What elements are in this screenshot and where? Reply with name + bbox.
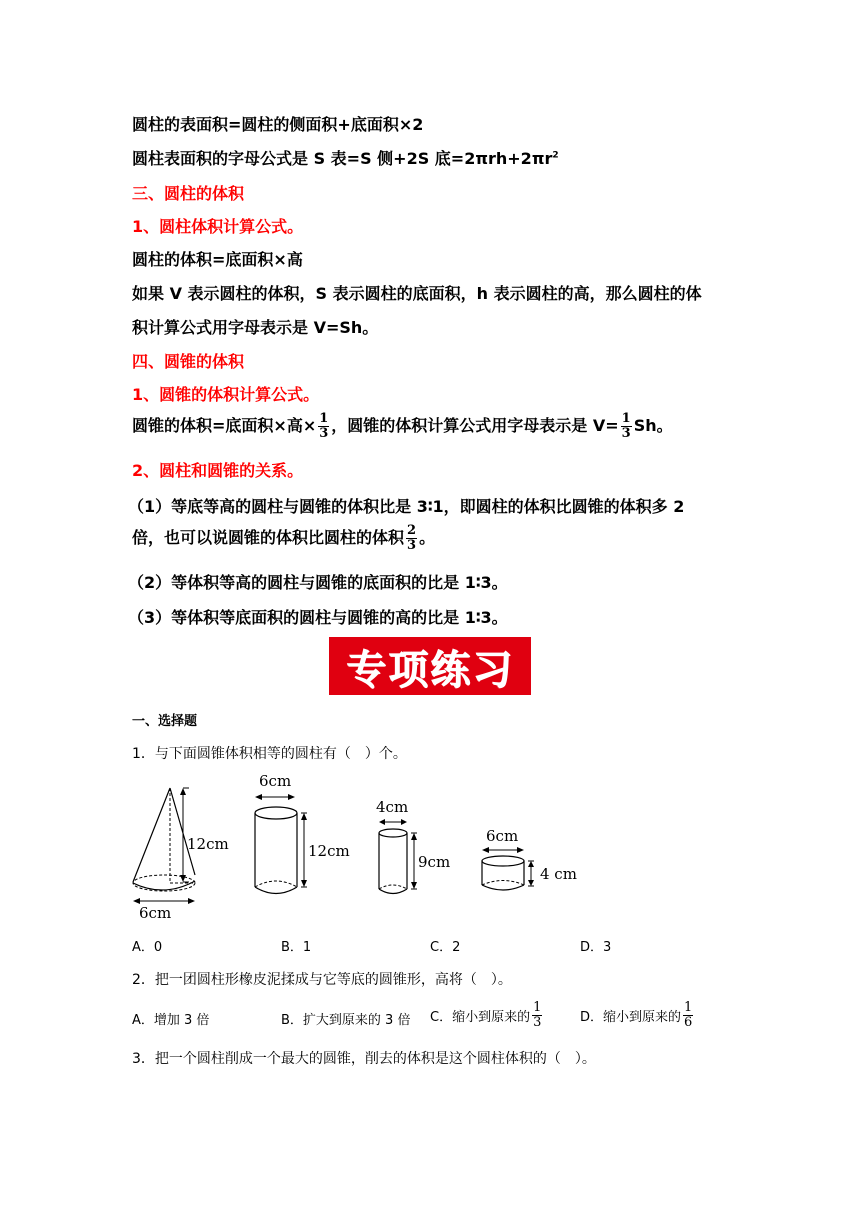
cylinder-3-top-label: 6cm [486, 827, 519, 845]
fraction: $\frac{2}{3}$ [407, 523, 417, 553]
q2-option-b[interactable]: B．扩大到原来的 3 倍 [281, 1013, 411, 1028]
cone-volume-formula [132, 412, 673, 441]
formula-text: 圆锥的体积=底面积×高× [132, 416, 317, 435]
option-text: D．缩小到原来的 [580, 1010, 682, 1025]
q2-option-c[interactable] [430, 1001, 544, 1030]
cylinder-3-height-label: 4 cm [540, 865, 577, 883]
cylinder-volume-desc-2: 积计算公式用字母表示是 V=Sh。 [132, 318, 379, 337]
choice-questions-heading: 一、选择题 [132, 714, 198, 729]
cylinder-volume-desc-1: 如果 V 表示圆柱的体积，S 表示圆柱的底面积，h 表示圆柱的高，那么圆柱的体 [132, 284, 702, 303]
cylinder-3-figure [482, 827, 577, 890]
cone-base-label: 6cm [139, 904, 172, 922]
option-text: C．缩小到原来的 [430, 1010, 531, 1025]
q1-option-b[interactable]: B．1 [281, 940, 312, 955]
q1-option-a[interactable]: A．0 [132, 940, 163, 955]
relation-3: （3）等体积等底面积的圆柱与圆锥的高的比是 1∶3。 [128, 608, 508, 627]
q2-option-d[interactable] [580, 1001, 695, 1030]
cylinder-1-height-label: 12cm [308, 842, 350, 860]
q1-option-d[interactable]: D．3 [580, 940, 612, 955]
exponent: 2 [552, 150, 559, 161]
cylinder-surface-formula [132, 146, 559, 169]
relation-1-line-1: （1）等底等高的圆柱与圆锥的体积比是 3∶1，即圆柱的体积比圆锥的体积多 2 [128, 497, 685, 516]
relation-text: 。 [419, 528, 436, 547]
cone-figure [133, 788, 229, 922]
formula-text: Sh。 [633, 416, 673, 435]
section-4-subheading: 1、圆锥的体积计算公式。 [132, 385, 320, 404]
relation-2: （2）等体积等高的圆柱与圆锥的底面积的比是 1∶3。 [128, 573, 508, 592]
cylinder-surface-area-text: 圆柱的表面积=圆柱的侧面积+底面积×2 [132, 115, 424, 134]
section-3-heading: 三、圆柱的体积 [132, 184, 245, 203]
q2-option-a[interactable]: A．增加 3 倍 [132, 1013, 210, 1028]
cylinder-2-figure [376, 798, 450, 894]
cylinder-2-top-label: 4cm [376, 798, 409, 816]
fraction: $\frac{1}{6}$ [684, 1000, 693, 1030]
practice-banner: 专项练习 [329, 637, 531, 695]
relation-text: 倍，也可以说圆锥的体积比圆柱的体积 [132, 528, 405, 547]
formula-text: 圆柱表面积的字母公式是 S 表=S 侧+2S 底=2πrh+2πr [132, 149, 553, 168]
section-4-heading: 四、圆锥的体积 [132, 352, 245, 371]
cone-height-label: 12cm [187, 835, 229, 853]
question-1: 1．与下面圆锥体积相等的圆柱有（ ）个。 [132, 746, 407, 762]
relation-subheading: 2、圆柱和圆锥的关系。 [132, 461, 304, 480]
question-1-figure [125, 770, 595, 925]
formula-text: ，圆锥的体积计算公式用字母表示是 V= [331, 416, 619, 435]
fraction: $\frac{1}{3}$ [319, 411, 329, 441]
relation-1-line-2 [132, 524, 435, 553]
section-3-subheading: 1、圆柱体积计算公式。 [132, 217, 304, 236]
q1-option-c[interactable]: C．2 [430, 940, 461, 955]
cylinder-1-figure [255, 772, 350, 894]
cylinder-volume-text: 圆柱的体积=底面积×高 [132, 250, 303, 269]
question-2: 2．把一团圆柱形橡皮泥揉成与它等底的圆锥形，高将（ ）。 [132, 972, 512, 988]
cylinder-1-top-label: 6cm [259, 772, 292, 790]
fraction: $\frac{1}{3}$ [621, 411, 631, 441]
cylinder-2-height-label: 9cm [418, 853, 451, 871]
question-3: 3．把一个圆柱削成一个最大的圆锥，削去的体积是这个圆柱体积的（ ）。 [132, 1051, 596, 1067]
fraction: $\frac{1}{3}$ [533, 1000, 542, 1030]
